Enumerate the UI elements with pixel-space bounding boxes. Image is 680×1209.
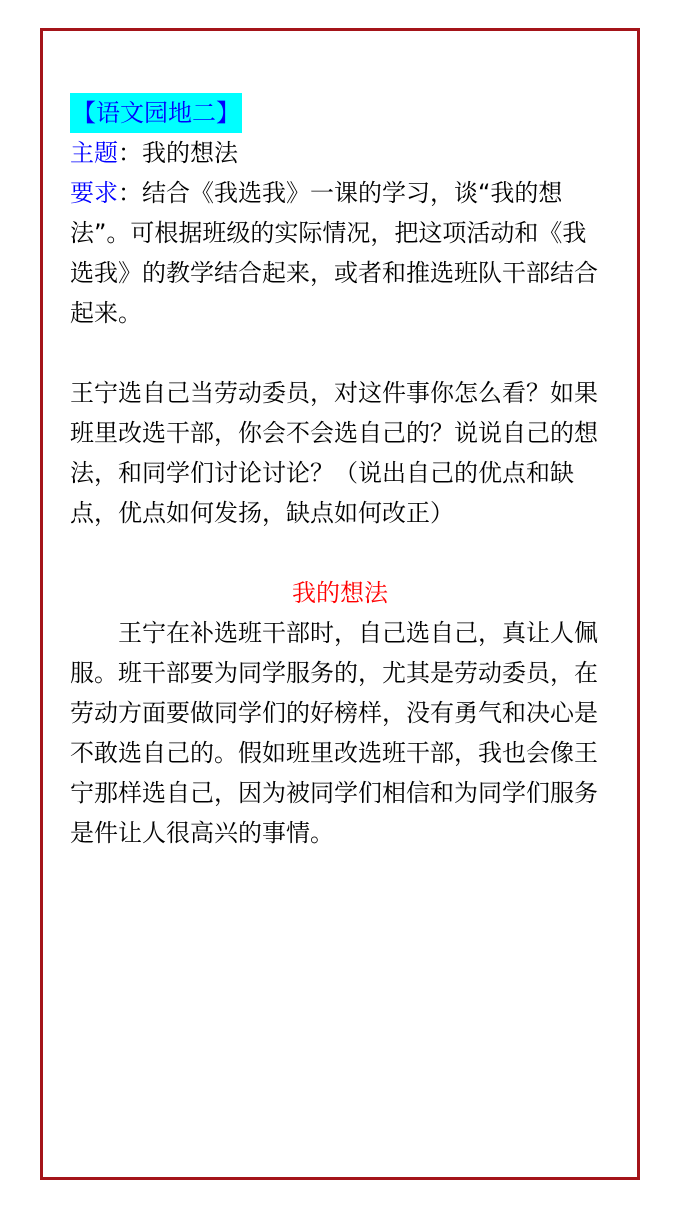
requirement-paragraph <box>70 173 610 333</box>
requirement-text: 结合《我选我》一课的学习，谈“我的想法”。可根据班级的实际情况，把这项活动和《我选我》的教学结合起来，或者和推选班队干部结合起来。 <box>70 179 598 327</box>
topic-line <box>70 133 610 173</box>
section-header: 【语文园地二】 <box>70 93 242 133</box>
prompt-paragraph: 王宁选自己当劳动委员，对这件事你怎么看？如果班里改选干部，你会不会选自己的？说说自己的想法，和同学们讨论讨论？（说出自己的优点和缺点，优点如何发扬，缺点如何改正） <box>70 379 598 527</box>
topic-colon: ： <box>118 139 142 167</box>
essay-title: 我的想法 <box>292 579 388 607</box>
requirement-label: 要求 <box>70 179 118 207</box>
topic-value: 我的想法 <box>142 139 238 167</box>
topic-label: 主题 <box>70 139 118 167</box>
page-border-frame <box>40 28 640 1180</box>
essay-body: 王宁在补选班干部时，自己选自己，真让人佩服。班干部要为同学服务的，尤其是劳动委员，在劳动方面要做同学们的好榜样，没有勇气和决心是不敢选自己的。假如班里改选班干部，我也会像王宁那样选自己，因为被同学们相信和为同学们服务是件让人很高兴的事情。 <box>70 619 598 847</box>
section-header-line <box>70 93 610 133</box>
requirement-colon: ： <box>118 179 142 207</box>
